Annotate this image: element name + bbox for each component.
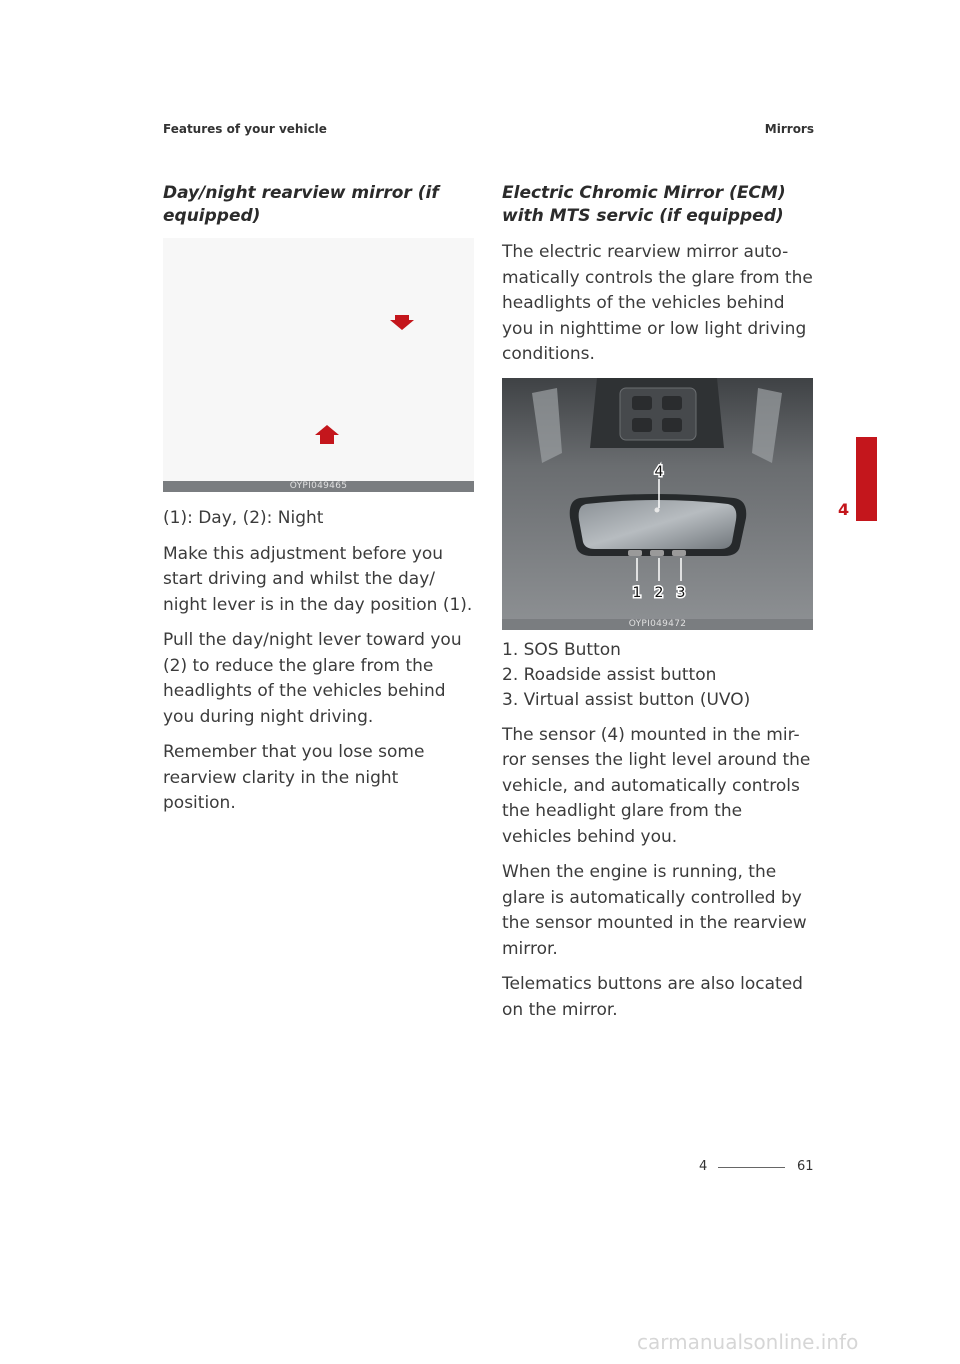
paragraph: Remember that you lose some rearview clarity in the night position. [163, 742, 425, 813]
virtual-assist-button-icon [672, 550, 686, 556]
footer-chapter: 4 [699, 1159, 708, 1174]
ecm-mirror-figure [502, 378, 813, 630]
ecm-intro-paragraph: The electric rearview mirror auto-matically controls the glare from the headlights of the vehicles behind you in nighttime or low light driving conditions. [502, 242, 813, 364]
callout-1: 1 [632, 584, 642, 601]
ecm-mirror-heading: Electric Chromic Mirror (ECM) with MTS servic (if equipped) [502, 183, 786, 226]
day-night-lever-illustration [163, 238, 474, 492]
paragraph: The sensor (4) mounted in the mir-ror senses the light level around the vehicle, and automatically controls the headlight glare from the vehicles behind you. [502, 724, 811, 847]
footer-divider [718, 1167, 785, 1168]
callout-4: 4 [654, 463, 664, 480]
figure-code: OYPI049472 [502, 619, 813, 630]
paragraph: Pull the day/night lever toward you (2) to reduce the glare from the headlights of the vehicles behind you during night driving. [163, 630, 462, 727]
list-item: 2. Roadside assist button [502, 664, 717, 685]
light-sensor [655, 507, 660, 512]
left-column [163, 182, 475, 827]
list-item: 1. SOS Button [502, 639, 621, 660]
list-item: 3. Virtual assist button (UVO) [502, 689, 751, 710]
watermark: carmanualsonline.info [637, 1330, 859, 1354]
paragraph: (1): Day, (2): Night [163, 508, 324, 528]
callout-2: 2 [654, 584, 664, 601]
ecm-mirror-illustration [502, 378, 813, 630]
right-column [502, 182, 813, 1033]
figure-code: OYPI049465 [163, 481, 474, 492]
chapter-tab-number: 4 [838, 500, 850, 519]
button-legend-list [502, 638, 813, 713]
footer-page-number: 61 [797, 1159, 814, 1174]
day-night-mirror-heading: Day/night rearview mirror (if equipped) [163, 183, 439, 226]
paragraph: Make this adjustment before you start driving and whilst the day/ night lever is in the day position (1). [163, 543, 473, 615]
day-night-mirror-figure [163, 238, 474, 492]
paragraph: Telematics buttons are also located on the mirror. [502, 974, 803, 1020]
roadside-assist-button-icon [650, 550, 664, 556]
arrow-down-icon [390, 315, 414, 330]
arrow-up-icon [315, 425, 339, 444]
page-header-topic: Mirrors [764, 122, 814, 136]
sos-button-icon [628, 550, 642, 556]
page-header-section: Features of your vehicle [163, 122, 327, 136]
callout-3: 3 [676, 584, 686, 601]
chapter-tab [856, 437, 877, 521]
paragraph: When the engine is running, the glare is automatically controlled by the sensor mounted in the rearview mirror. [502, 862, 807, 959]
